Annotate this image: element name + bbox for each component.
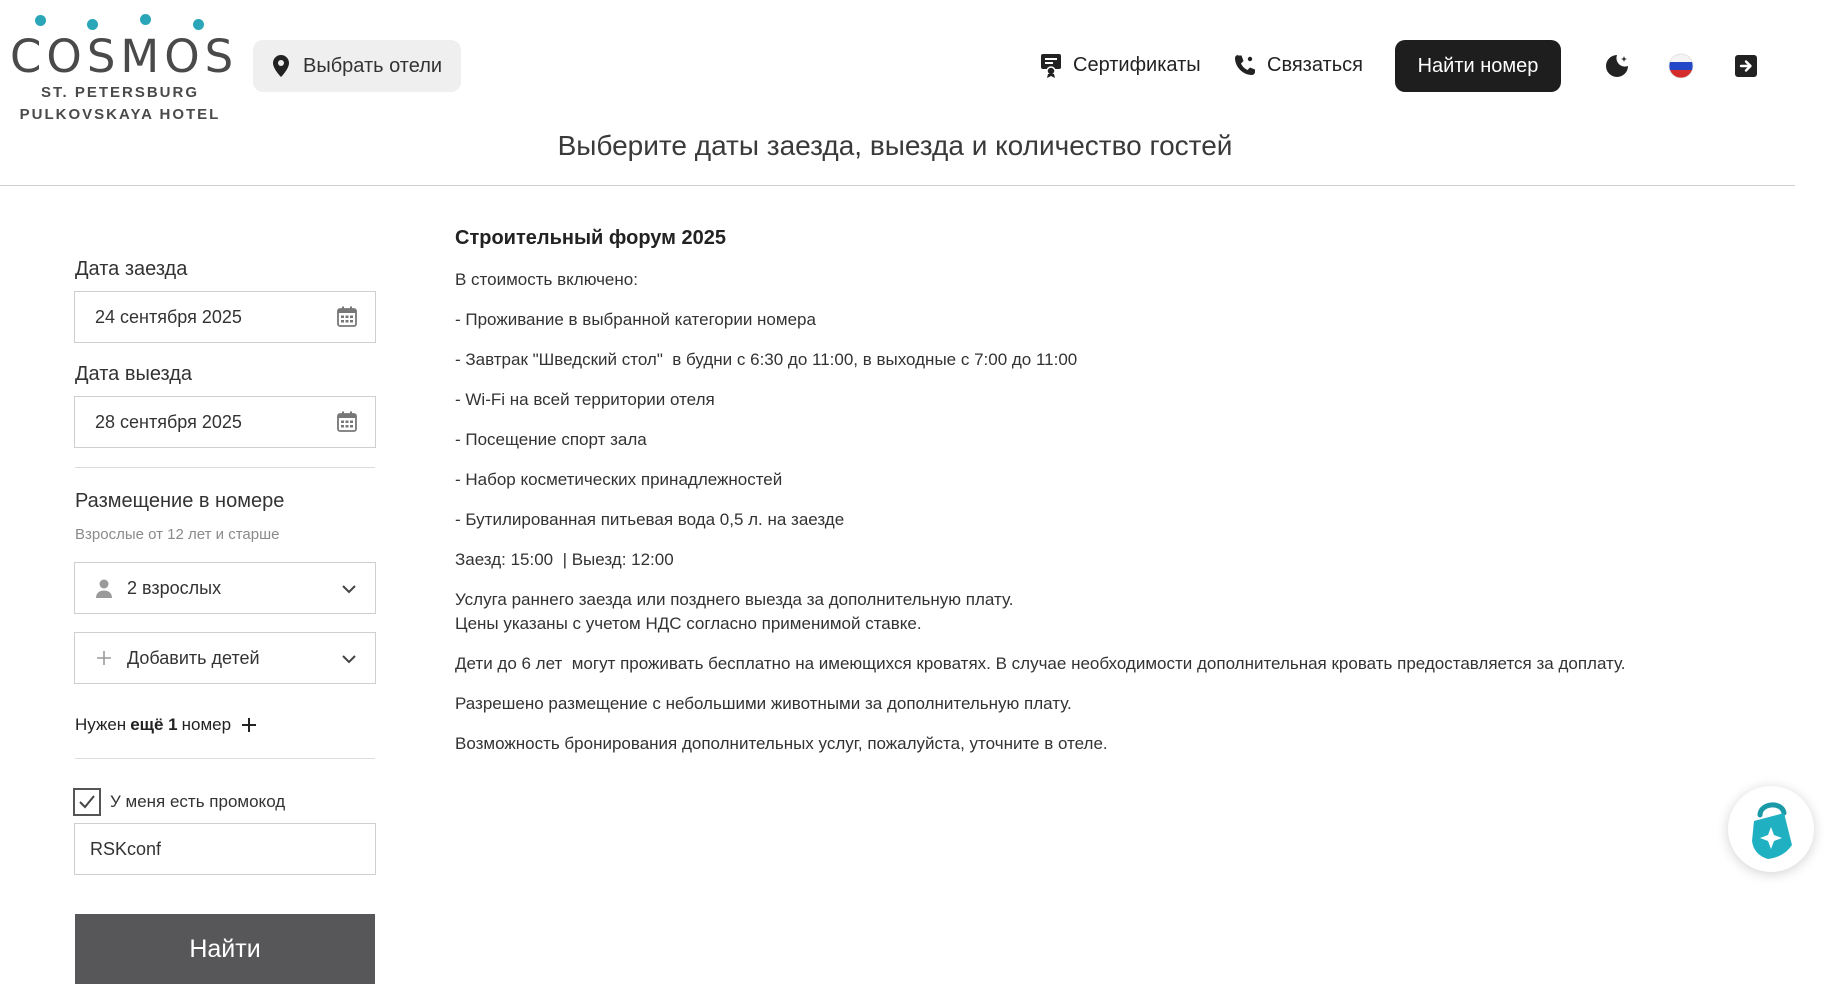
checkin-date-field[interactable] bbox=[74, 291, 376, 343]
offer-description bbox=[455, 227, 1755, 772]
offer-paragraph: Заезд: 15:00 | Выезд: 12:00 bbox=[455, 550, 674, 569]
plus-icon bbox=[241, 717, 257, 733]
add-room-suffix: номер bbox=[181, 715, 232, 734]
services-note: Возможность бронирования дополнительных услуг, пожалуйста, уточните в отеле. bbox=[455, 734, 1108, 753]
add-room-count: ещё 1 bbox=[130, 715, 178, 734]
offer-paragraph: - Посещение спорт зала bbox=[455, 430, 647, 449]
find-room-button[interactable]: Найти номер bbox=[1395, 40, 1561, 92]
checkmark-icon bbox=[78, 794, 96, 810]
offer-paragraph: - Проживание в выбранной категории номера bbox=[455, 310, 816, 329]
search-button[interactable]: Найти bbox=[75, 914, 375, 984]
checkin-date-value: 24 сентября 2025 bbox=[95, 306, 242, 327]
certificate-icon bbox=[1039, 52, 1063, 78]
promo-checkbox[interactable] bbox=[73, 788, 101, 816]
pets-policy: Разрешено размещение с небольшими животными за дополнительную плату. bbox=[455, 694, 1072, 713]
logo-dots bbox=[10, 12, 230, 32]
contact-link[interactable] bbox=[1233, 48, 1363, 82]
adults-select[interactable] bbox=[74, 562, 376, 614]
chevron-down-icon bbox=[341, 651, 357, 667]
certificates-label: Сертификаты bbox=[1073, 53, 1201, 76]
phone-icon bbox=[1233, 53, 1257, 77]
chevron-down-icon bbox=[341, 581, 357, 597]
add-room-prefix: Нужен bbox=[75, 715, 127, 734]
placement-label: Размещение в номере bbox=[75, 490, 285, 512]
checkout-date-field[interactable] bbox=[74, 396, 376, 448]
offer-title: Строительный форум 2025 bbox=[455, 227, 727, 249]
offer-paragraph: В стоимость включено: bbox=[455, 270, 638, 289]
offer-paragraph: - Завтрак "Шведский стол" в будни с 6:30 до 11:00, в выходные с 7:00 до 11:00 bbox=[455, 350, 1078, 369]
language-button[interactable] bbox=[1665, 50, 1697, 82]
person-icon bbox=[95, 578, 113, 598]
children-policy: Дети до 6 лет могут проживать бесплатно на имеющихся кроватях. В случае необходимости дополнительная кровать предоставляется за доплату. bbox=[455, 654, 1626, 673]
login-icon bbox=[1733, 53, 1759, 79]
contact-label: Связаться bbox=[1267, 53, 1363, 76]
promo-label: У меня есть промокод bbox=[110, 792, 286, 811]
add-room-button[interactable] bbox=[75, 715, 257, 735]
vat-note: Цены указаны с учетом НДС согласно применимой ставке. bbox=[455, 614, 922, 633]
adults-value: 2 взрослых bbox=[127, 577, 222, 598]
russian-flag-icon bbox=[1668, 53, 1694, 79]
moon-icon bbox=[1603, 52, 1631, 80]
form-divider bbox=[75, 758, 375, 759]
logo-word: COSMOS bbox=[10, 30, 239, 83]
calendar-icon bbox=[337, 306, 357, 327]
chat-assistant-icon bbox=[1744, 797, 1798, 861]
select-hotels-label: Выбрать отели bbox=[303, 54, 443, 77]
children-select[interactable] bbox=[74, 632, 376, 684]
checkout-label: Дата выезда bbox=[75, 363, 193, 385]
header-divider bbox=[0, 185, 1795, 186]
placement-hint: Взрослые от 12 лет и старше bbox=[75, 526, 280, 543]
early-checkin-note: Услуга раннего заезда или позднего выезда за дополнительную плату. bbox=[455, 590, 1014, 609]
form-divider bbox=[75, 467, 375, 468]
theme-toggle-button[interactable] bbox=[1601, 50, 1633, 82]
page-title: Выберите даты заезда, выезда и количество гостей bbox=[557, 130, 1233, 161]
children-value: Добавить детей bbox=[127, 647, 260, 668]
offer-paragraph: - Бутилированная питьевая вода 0,5 л. на заезде bbox=[455, 510, 845, 529]
chat-widget-button[interactable] bbox=[1728, 786, 1814, 872]
offer-paragraph bbox=[455, 588, 1755, 636]
calendar-icon bbox=[337, 411, 357, 432]
checkin-label: Дата заезда bbox=[75, 258, 188, 280]
hotel-logo[interactable] bbox=[10, 12, 239, 124]
offer-paragraph: - Набор косметических принадлежностей bbox=[455, 470, 783, 489]
plus-icon bbox=[96, 650, 112, 666]
checkout-date-value: 28 сентября 2025 bbox=[95, 411, 242, 432]
promo-code-input[interactable] bbox=[74, 823, 376, 875]
offer-paragraph: - Wi-Fi на всей территории отеля bbox=[455, 390, 715, 409]
logo-city: ST. PETERSBURG bbox=[40, 84, 200, 101]
certificates-link[interactable] bbox=[1039, 48, 1201, 82]
select-hotels-button[interactable] bbox=[253, 40, 461, 92]
logo-hotel-name: PULKOVSKAYA HOTEL bbox=[19, 106, 221, 123]
location-pin-icon bbox=[271, 54, 291, 78]
login-button[interactable] bbox=[1730, 50, 1762, 82]
